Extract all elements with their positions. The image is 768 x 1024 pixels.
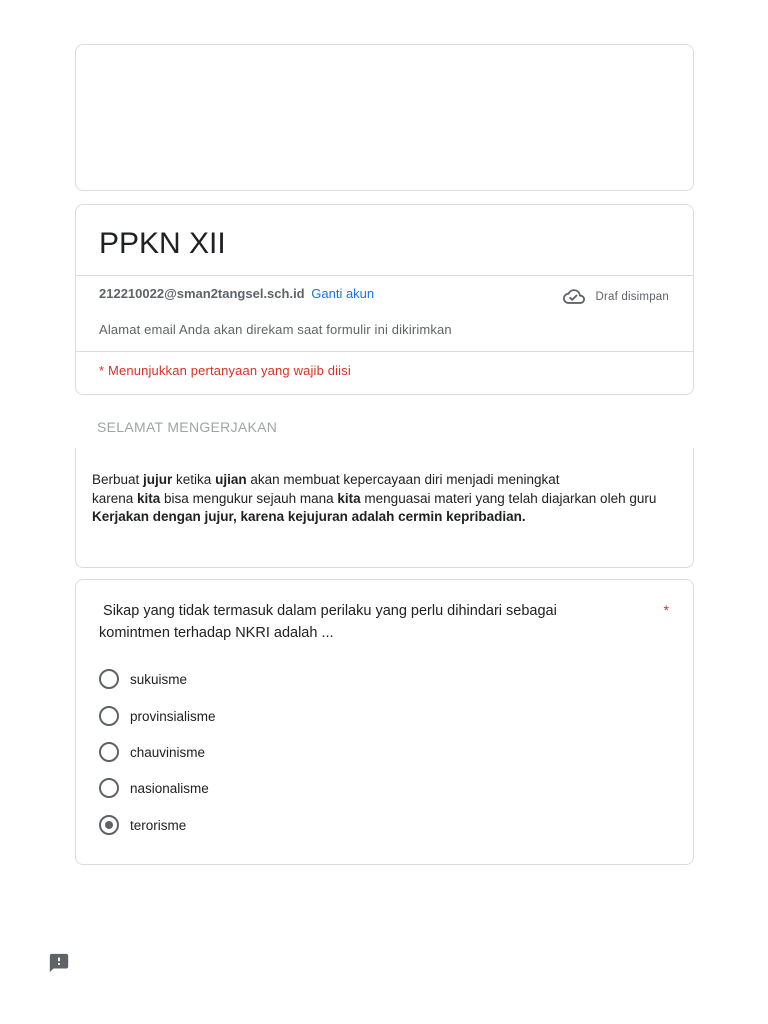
option-label: nasionalisme [130,780,209,796]
email-notice: Alamat email Anda akan direkam saat formulir ini dikirimkan [99,322,452,337]
header-banner [75,44,694,191]
radio-button[interactable] [99,778,119,798]
option-nasionalisme[interactable] [99,778,209,798]
question-card [75,579,694,865]
radio-button-selected[interactable] [99,815,119,835]
description-line-1: Berbuat jujur ketika ujian akan membuat kepercayaan diri menjadi meningkat [92,472,560,487]
form-header-card [75,204,694,395]
draft-status-label: Draf disimpan [595,291,669,303]
required-note: * Menunjukkan pertanyaan yang wajib diisi [99,363,351,378]
divider [76,275,693,276]
account-row [99,286,374,301]
draft-status [563,289,669,305]
option-terorisme[interactable] [99,815,186,835]
account-email: 212210022@sman2tangsel.sch.id [99,286,305,301]
option-label: terorisme [130,817,187,833]
radio-button[interactable] [99,742,119,762]
cloud-done-icon [563,289,585,305]
option-label: provinsialisme [130,708,216,724]
radio-button[interactable] [99,706,119,726]
required-marker: * [663,602,669,618]
section-description [92,471,667,527]
option-sukuisme[interactable] [99,669,187,689]
switch-account-link[interactable]: Ganti akun [311,286,375,301]
option-provinsialisme[interactable] [99,706,216,726]
section-description-card [75,448,694,568]
section-title: SELAMAT MENGERJAKAN [97,419,278,435]
divider [76,351,693,352]
feedback-icon-graphic [48,952,70,974]
option-chauvinisme[interactable] [99,742,205,762]
question-text: Sikap yang tidak termasuk dalam perilaku yang perlu dihindari sebagai komintmen terhadap NKRI adalah ... [99,603,557,641]
description-line-2: karena kita bisa mengukur sejauh mana kita menguasai materi yang telah diajarkan oleh guru [92,490,657,506]
form-title: PPKN XII [99,227,226,260]
option-label: chauvinisme [130,744,206,760]
description-line-3: Kerjakan dengan jujur, karena kejujuran adalah cermin kepribadian. [92,509,526,524]
option-label: sukuisme [130,671,188,687]
feedback-icon[interactable] [48,952,70,974]
radio-button[interactable] [99,669,119,689]
